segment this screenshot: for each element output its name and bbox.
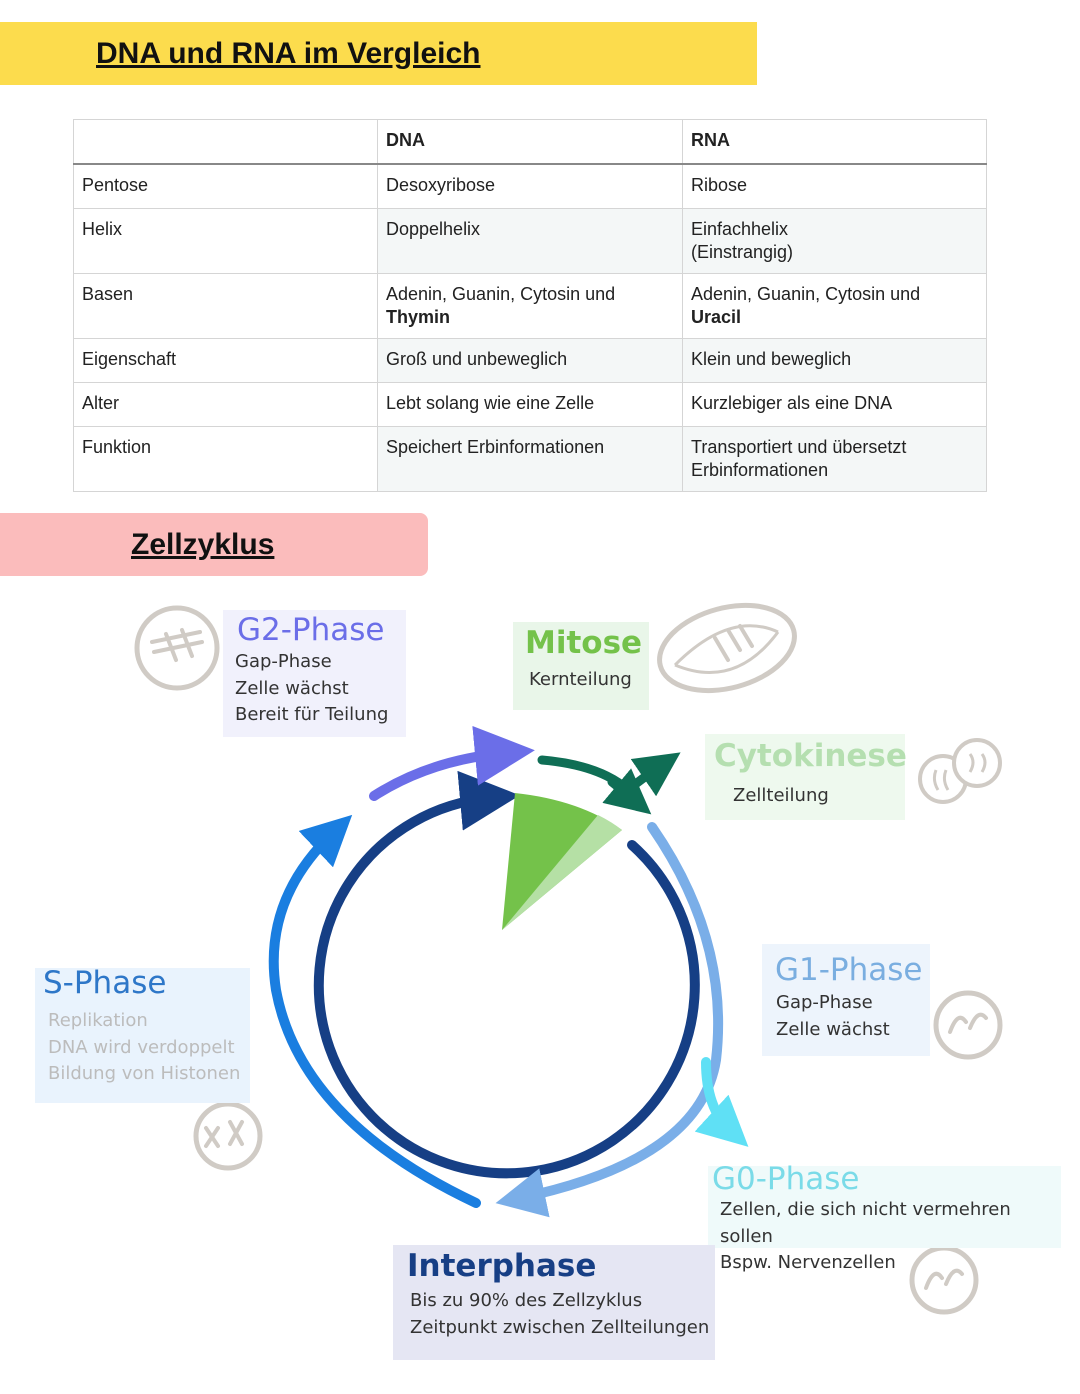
g0-phase-line: Zellen, die sich nicht vermehren sollen — [720, 1199, 1011, 1247]
s-phase-box — [35, 965, 250, 1103]
table-row — [74, 164, 987, 209]
table-header-row — [74, 120, 987, 165]
rna-cell: Ribose — [683, 164, 987, 209]
g0-phase-box — [708, 1161, 1061, 1273]
table-row — [74, 427, 987, 492]
chromosome-cell-icon — [137, 608, 217, 688]
rna-bases-bold: Uracil — [691, 307, 742, 327]
dna-cell: Speichert Erbinformationen — [378, 427, 683, 492]
interphase-line: Bis zu 90% des Zellzyklus — [410, 1290, 643, 1311]
interphase-title: Interphase — [407, 1248, 597, 1284]
g1-phase-line: Gap-Phase — [776, 992, 873, 1013]
g2-phase-box — [223, 610, 406, 737]
table-header-dna: DNA — [378, 120, 683, 165]
rna-bases-text: Adenin, Guanin, Cytosin und — [691, 284, 921, 304]
dna-cell: Desoxyribose — [378, 164, 683, 209]
row-label: Eigenschaft — [74, 339, 378, 383]
g2-phase-line: Gap-Phase — [235, 651, 332, 672]
rna-cell: Klein und beweglich — [683, 339, 987, 383]
dna-cell: Groß und unbeweglich — [378, 339, 683, 383]
s-phase-line: Bildung von Histonen — [48, 1063, 241, 1084]
comparison-table — [73, 119, 987, 492]
rna-cell — [683, 274, 987, 339]
table-row — [74, 274, 987, 339]
g2-phase-line: Zelle wächst — [235, 677, 349, 699]
table-row — [74, 383, 987, 427]
interphase-box — [393, 1245, 715, 1360]
section-title-dna-rna: DNA und RNA im Vergleich — [96, 36, 481, 70]
g2-phase-title: G2-Phase — [237, 612, 385, 648]
row-label: Alter — [74, 383, 378, 427]
spindle-cell-icon — [650, 592, 804, 705]
cytokinese-box — [705, 734, 905, 820]
section-title-zellzyklus: Zellzyklus — [131, 527, 275, 561]
section-banner-dna-rna — [0, 22, 757, 85]
s-phase-line: DNA wird verdoppelt — [48, 1036, 235, 1058]
interphase-ring — [319, 798, 695, 1173]
rna-cell: Transportiert und übersetzt Erbinformationen — [683, 427, 987, 492]
dna-cell: Doppelhelix — [378, 209, 683, 274]
rna-cell: Einfachhelix (Einstrangig) — [683, 209, 987, 274]
row-label: Funktion — [74, 427, 378, 492]
s-phase-title: S-Phase — [43, 965, 167, 1001]
row-label: Basen — [74, 274, 378, 339]
s-phase-line: Replikation — [48, 1010, 148, 1031]
table-row — [74, 209, 987, 274]
table-header-rna: RNA — [683, 120, 987, 165]
row-label: Pentose — [74, 164, 378, 209]
dividing-cells-icon — [920, 740, 1000, 802]
row-label: Helix — [74, 209, 378, 274]
g1-phase-title: G1-Phase — [775, 952, 923, 988]
cytokinese-title: Cytokinese — [714, 738, 907, 774]
rna-cell: Kurzlebiger als eine DNA — [683, 383, 987, 427]
g2-arrow — [374, 753, 505, 796]
g1-phase-line: Zelle wächst — [776, 1018, 890, 1040]
section-banner-zellzyklus — [0, 513, 428, 576]
g0-phase-title: G0-Phase — [712, 1161, 860, 1197]
dna-cell: Lebt solang wie eine Zelle — [378, 383, 683, 427]
dna-bases-text: Adenin, Guanin, Cytosin und — [386, 284, 616, 304]
g0-phase-line: Bspw. Nervenzellen — [720, 1252, 896, 1273]
replicated-chromosome-icon — [196, 1104, 260, 1168]
interphase-line: Zeitpunkt zwischen Zellteilungen — [410, 1316, 710, 1338]
cytokinese-line: Zellteilung — [733, 785, 829, 806]
table-row — [74, 339, 987, 383]
mitose-line: Kernteilung — [529, 669, 632, 690]
dna-bases-bold: Thymin — [386, 307, 451, 327]
mitose-title: Mitose — [525, 625, 643, 661]
table-header-empty — [74, 120, 378, 165]
dna-cell — [378, 274, 683, 339]
g1-phase-box — [762, 944, 930, 1056]
g2-phase-line: Bereit für Teilung — [235, 704, 389, 725]
mitose-box — [513, 622, 649, 710]
cytokinese-arrow — [542, 760, 662, 790]
g1-cell-icon — [936, 993, 1000, 1057]
s-phase-arrow — [274, 832, 476, 1203]
